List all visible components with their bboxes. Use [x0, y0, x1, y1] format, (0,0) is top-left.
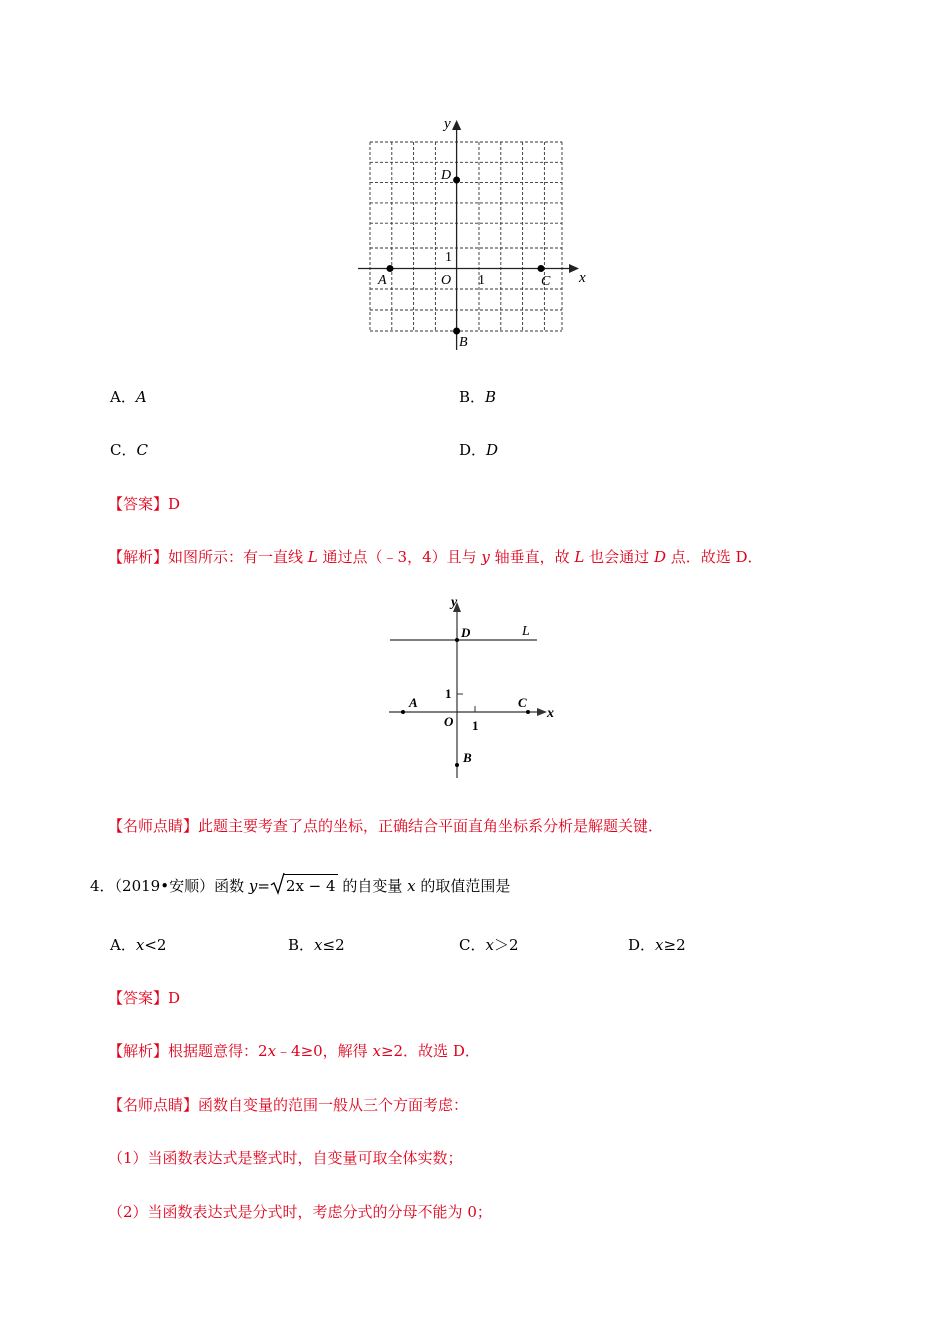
analysis-text: 根据题意得：2 [168, 1042, 268, 1060]
option-letter: A． [110, 388, 136, 406]
point-a-label: A [378, 273, 387, 288]
analysis-var: L [307, 548, 318, 566]
option-letter: D． [459, 441, 487, 459]
unit-x-label: 1 [478, 273, 485, 288]
option-rel: ≥2 [663, 936, 686, 954]
x-axis-arrow [537, 708, 547, 716]
point-d-label: D [461, 625, 471, 640]
q4-option-c[interactable] [459, 935, 519, 955]
point-a [387, 265, 394, 272]
answer-value: D [168, 989, 181, 1007]
option-value: A [135, 388, 147, 406]
radicand: 2x − 4 [284, 874, 338, 896]
answer-tag: 【答案】 [108, 989, 169, 1007]
tip-tag: 【名师点睛】 [108, 817, 199, 835]
origin-label: O [444, 714, 454, 729]
radical-sign-icon [270, 872, 285, 896]
point-d-label: D [441, 168, 452, 183]
line-l-label: L [522, 624, 530, 639]
option-var: x [135, 936, 145, 954]
q3-option-c[interactable] [110, 440, 148, 460]
y-axis-arrow [452, 120, 461, 130]
point-d [455, 638, 459, 642]
q4-tip-item-1: （1）当函数表达式是整式时，自变量可取全体实数； [108, 1149, 463, 1167]
option-value: D [486, 441, 499, 459]
point-b-label: B [463, 750, 472, 765]
function-lhs: y [248, 877, 258, 895]
x-axis-arrow [569, 264, 579, 273]
option-letter: C． [110, 441, 137, 459]
option-value: C [136, 441, 148, 459]
option-letter: A． [110, 936, 136, 954]
analysis-var: x [267, 1042, 277, 1060]
analysis-var: y [481, 548, 490, 566]
q4-option-d[interactable] [628, 935, 686, 955]
analysis-text: 如图所示：有一直线 [168, 548, 308, 566]
point-c [526, 710, 530, 714]
analysis-text: ≥2．故选 D． [380, 1042, 480, 1060]
option-var: x [655, 936, 664, 954]
analysis-tag: 【解析】 [108, 1042, 169, 1060]
point-c [538, 265, 545, 272]
unit-x-label: 1 [472, 718, 479, 733]
analysis-text: 点．故选 D． [665, 548, 763, 566]
sqrt-expression [270, 874, 338, 896]
analysis-tag: 【解析】 [108, 548, 169, 566]
q3-tip [108, 816, 663, 836]
option-value: B [485, 388, 497, 406]
option-letter: B． [288, 936, 315, 954]
line-l-figure [385, 592, 570, 782]
question-text: 的取值范围是 [415, 877, 511, 895]
q4-tip [108, 1095, 468, 1115]
answer-value: D [168, 495, 181, 513]
analysis-text: 轴垂直，故 [489, 548, 575, 566]
q3-option-d[interactable] [459, 440, 498, 460]
point-c-label: C [541, 274, 551, 289]
q4-option-a[interactable] [110, 935, 166, 955]
tip-tag: 【名师点睛】 [108, 1096, 199, 1114]
option-letter: B． [459, 388, 486, 406]
point-c-label: C [518, 695, 527, 710]
analysis-text: 也会通过 [584, 548, 654, 566]
coordinate-grid-figure [355, 112, 600, 352]
q4-tip-item-2: （2）当函数表达式是分式时，考虑分式的分母不能为 0； [108, 1203, 492, 1221]
analysis-var: L [574, 548, 585, 566]
option-rel: ≤2 [322, 936, 345, 954]
point-b [453, 328, 460, 335]
x-axis-label: x [547, 706, 554, 721]
option-letter: D． [628, 936, 656, 954]
unit-y-label: 1 [445, 250, 452, 265]
question-var: x [407, 877, 416, 895]
tip-text: 此题主要考查了点的坐标，正确结合平面直角坐标系分析是解题关键． [198, 817, 664, 835]
y-axis-label: y [451, 595, 458, 610]
option-rel: ＞2 [493, 936, 519, 954]
tip-text: 函数自变量的范围一般从三个方面考虑： [198, 1096, 469, 1114]
origin-label: O [441, 273, 452, 288]
x-axis-label: x [579, 270, 586, 286]
option-var: x [485, 936, 494, 954]
option-letter: C． [459, 936, 486, 954]
function-eq: = [257, 877, 270, 895]
point-b [455, 763, 459, 767]
y-axis-label: y [444, 116, 451, 132]
question-source: （2019•安顺）函数 [114, 877, 249, 895]
analysis-var: x [372, 1042, 381, 1060]
point-a [401, 710, 405, 714]
q4-answer [108, 988, 180, 1008]
q3-analysis [108, 547, 763, 567]
q4-analysis [108, 1041, 480, 1061]
point-d [453, 177, 460, 184]
answer-tag: 【答案】 [108, 495, 169, 513]
analysis-text: 通过点（﹣3，4）且与 [317, 548, 482, 566]
analysis-text: ﹣4≥0，解得 [276, 1042, 373, 1060]
q3-option-a[interactable] [110, 387, 147, 407]
q4-question [90, 874, 510, 896]
q4-option-b[interactable] [288, 935, 345, 955]
q3-option-b[interactable] [459, 387, 496, 407]
point-b-label: B [459, 335, 468, 350]
analysis-var: D [653, 548, 666, 566]
question-number: 4． [90, 877, 115, 895]
question-text: 的自变量 [337, 877, 408, 895]
option-var: x [314, 936, 323, 954]
option-rel: <2 [144, 936, 167, 954]
point-a-label: A [409, 695, 418, 710]
q3-answer [108, 494, 180, 514]
unit-y-label: 1 [445, 686, 452, 701]
